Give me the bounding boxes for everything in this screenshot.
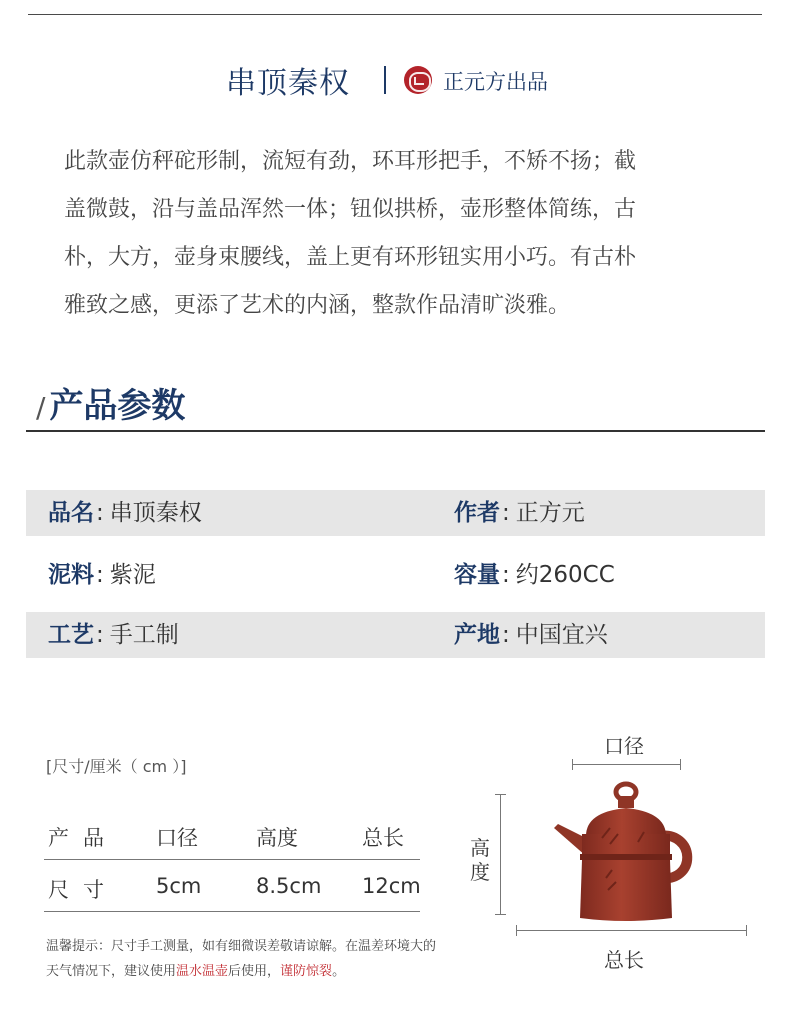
dimension-table bbox=[44, 816, 420, 912]
tip-text: 后使用， bbox=[228, 964, 281, 979]
page-header bbox=[0, 58, 790, 102]
param-label: 泥料 bbox=[48, 562, 94, 588]
dimension-header: 产品 bbox=[48, 826, 118, 850]
length-line bbox=[516, 930, 746, 931]
param-value: 正方元 bbox=[515, 500, 585, 526]
dimension-header-row bbox=[44, 816, 420, 860]
param-value: 手工制 bbox=[109, 622, 179, 648]
param-label: 产地 bbox=[454, 622, 500, 648]
height-label: 高 bbox=[470, 836, 490, 860]
dimension-value-row bbox=[44, 868, 420, 912]
param-row bbox=[26, 490, 765, 536]
height-tick bbox=[495, 794, 506, 795]
teapot-image bbox=[546, 778, 706, 928]
param-name bbox=[48, 490, 202, 536]
param-value: 中国宜兴 bbox=[515, 622, 608, 648]
diameter-tick bbox=[680, 759, 681, 770]
product-description bbox=[64, 138, 736, 330]
height-line bbox=[500, 794, 501, 914]
diameter-label: 口径 bbox=[604, 734, 644, 758]
param-colon: : bbox=[96, 622, 104, 648]
param-label: 作者 bbox=[454, 500, 500, 526]
param-author bbox=[454, 490, 585, 536]
dimension-value: 8.5cm bbox=[256, 874, 322, 898]
param-clay bbox=[48, 552, 156, 598]
dimension-caption: [尺寸/厘米（ cm ）] bbox=[46, 757, 187, 776]
dimension-header: 总长 bbox=[362, 826, 404, 850]
dimension-value: 尺寸 bbox=[48, 878, 118, 902]
dimension-diagram bbox=[460, 726, 760, 976]
brand-name: 正元方出品 bbox=[443, 70, 548, 94]
brand-seal-icon bbox=[404, 66, 432, 94]
parameter-table bbox=[26, 490, 765, 674]
diameter-line bbox=[572, 764, 680, 765]
param-capacity bbox=[454, 552, 615, 598]
product-title: 串顶秦权 bbox=[226, 66, 350, 101]
top-divider bbox=[28, 14, 762, 15]
dimension-value: 12cm bbox=[362, 874, 421, 898]
param-label: 工艺 bbox=[48, 622, 94, 648]
care-tip bbox=[46, 934, 436, 984]
tip-text: 温馨提示：尺寸手工测量，如有细微误差敬请谅解。在温差环境大的天气情况下，建议使用 bbox=[46, 939, 437, 979]
description-line: 此款壶仿秤砣形制，流短有劲，环耳形把手，不矫不扬；截 bbox=[64, 149, 637, 174]
section-divider bbox=[26, 430, 765, 432]
param-craft bbox=[48, 612, 179, 658]
param-row bbox=[26, 612, 765, 658]
section-slash: / bbox=[36, 391, 46, 424]
tip-highlight: 温水温壶 bbox=[176, 964, 229, 979]
param-colon: : bbox=[502, 500, 510, 526]
param-label: 容量 bbox=[454, 562, 500, 588]
section-title: 产品参数 bbox=[49, 386, 186, 426]
diameter-tick bbox=[572, 759, 573, 770]
param-colon: : bbox=[96, 562, 104, 588]
param-colon: : bbox=[96, 500, 104, 526]
param-row bbox=[26, 552, 765, 598]
section-heading bbox=[36, 378, 185, 427]
param-value: 约260CC bbox=[515, 562, 615, 588]
height-label: 度 bbox=[470, 860, 490, 884]
param-colon: : bbox=[502, 622, 510, 648]
length-tick bbox=[746, 925, 747, 936]
param-colon: : bbox=[502, 562, 510, 588]
length-label: 总长 bbox=[604, 948, 644, 972]
param-label: 品名 bbox=[48, 500, 94, 526]
length-tick bbox=[516, 925, 517, 936]
param-value: 紫泥 bbox=[109, 562, 156, 588]
tip-highlight: 谨防惊裂 bbox=[280, 964, 333, 979]
param-origin bbox=[454, 612, 608, 658]
height-tick bbox=[495, 914, 506, 915]
dimension-header: 高度 bbox=[256, 826, 298, 850]
param-value: 串顶秦权 bbox=[109, 500, 202, 526]
description-line: 雅致之感，更添了艺术的内涵，整款作品清旷淡雅。 bbox=[64, 293, 571, 318]
title-separator bbox=[384, 66, 386, 94]
description-line: 盖微鼓，沿与盖品浑然一体；钮似拱桥，壶形整体简练，古 bbox=[64, 197, 637, 222]
description-line: 朴，大方，壶身束腰线，盖上更有环形钮实用小巧。有古朴 bbox=[64, 245, 637, 270]
dimension-header: 口径 bbox=[156, 826, 198, 850]
dimension-value: 5cm bbox=[156, 874, 202, 898]
tip-text: 。 bbox=[332, 964, 346, 979]
